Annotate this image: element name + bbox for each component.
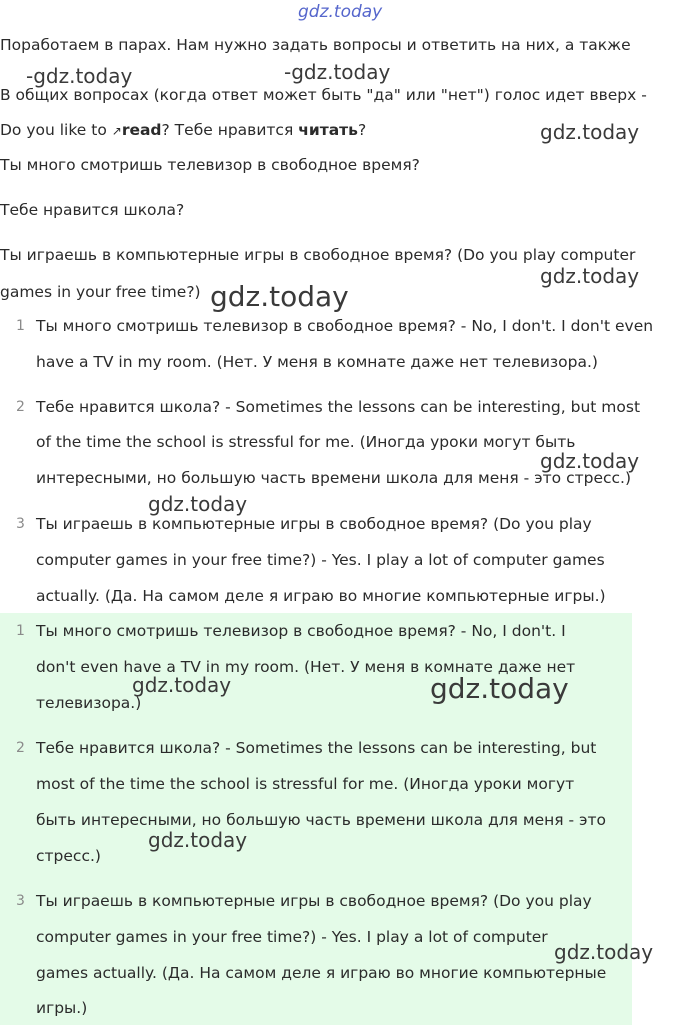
- watermark: gdz.today: [540, 264, 640, 288]
- watermark: gdz.today: [430, 672, 569, 705]
- list-item-line: games actually. (Да. На самом деле я играю во многие компьютерные: [36, 964, 607, 982]
- list-item-line: Ты играешь в компьютерные игры в свободное время? (Do you play: [36, 892, 592, 910]
- list-item-line: have a TV in my room. (Нет. У меня в комнате даже нет телевизора.): [36, 353, 598, 371]
- intro-line-1: Поработаем в парах. Нам нужно задать вопросы и ответить на них, а также: [0, 36, 631, 54]
- list-item-line: most of the time the school is stressful for me. (Иногда уроки могут: [36, 775, 575, 793]
- watermark: gdz.today: [132, 673, 232, 697]
- intro-line-2: В общих вопросах (когда ответ может быть "да" или "нет") голос идет вверх -: [0, 86, 647, 104]
- list-item-line: телевизора.): [36, 694, 142, 712]
- example-mid: ? Тебе нравится: [161, 121, 299, 139]
- list-item-line: Ты много смотришь телевизор в свободное время? - No, I don't. I don't even: [36, 317, 654, 335]
- list-item-number: 2: [16, 399, 25, 415]
- list-item-number: 1: [16, 318, 25, 334]
- watermark: gdz.today: [148, 828, 248, 852]
- list-item-number: 3: [16, 893, 25, 909]
- list-item-line: don't even have a TV in my room. (Нет. У меня в комнате даже нет: [36, 658, 576, 676]
- watermark: gdz.today: [540, 120, 640, 144]
- list-item-line: computer games in your free time?) - Yes. I play a lot of computer: [36, 928, 548, 946]
- list-item-line: стресс.): [36, 847, 101, 865]
- list-item-line: actually. (Да. На самом деле я играю во многие компьютерные игры.): [36, 587, 606, 605]
- question-line: Ты много смотришь телевизор в свободное время?: [0, 156, 420, 174]
- watermark: gdz.today: [210, 280, 349, 313]
- watermark: gdz.today: [554, 940, 654, 964]
- example-post: ?: [357, 121, 367, 139]
- watermark: gdz.today: [540, 449, 640, 473]
- watermark: -gdz.today: [26, 64, 133, 88]
- list-item-line: Ты много смотришь телевизор в свободное время? - No, I don't. I: [36, 622, 566, 640]
- list-item-line: Тебе нравится школа? - Sometimes the lessons can be interesting, but: [36, 739, 597, 757]
- intro-example: [0, 121, 366, 139]
- list-item-line: игры.): [36, 999, 88, 1017]
- question-line: Ты играешь в компьютерные игры в свободное время? (Do you play computer: [0, 246, 636, 264]
- example-pre: Do you like to: [0, 121, 112, 139]
- list-item-line: Тебе нравится школа? - Sometimes the lessons can be interesting, but most: [36, 398, 641, 416]
- watermark: gdz.today: [148, 492, 248, 516]
- question-line: Тебе нравится школа?: [0, 201, 185, 219]
- list-item-number: 2: [16, 740, 25, 756]
- list-item-number: 1: [16, 623, 25, 639]
- question-line: games in your free time?): [0, 283, 201, 301]
- list-item-number: 3: [16, 516, 25, 532]
- list-item-line: Ты играешь в компьютерные игры в свободное время? (Do you play: [36, 515, 592, 533]
- example-word-ru: читать: [298, 121, 358, 139]
- arrow-up-icon: ↗: [111, 124, 122, 138]
- list-item-line: интересными, но большую часть времени школа для меня - это стресс.): [36, 469, 632, 487]
- list-item-line: of the time the school is stressful for me. (Иногда уроки могут быть: [36, 433, 576, 451]
- list-item-line: computer games in your free time?) - Yes. I play a lot of computer games: [36, 551, 605, 569]
- watermark: gdz.today: [298, 2, 383, 22]
- list-item-line: быть интересными, но большую часть времени школа для меня - это: [36, 811, 607, 829]
- example-word: read: [121, 121, 162, 139]
- watermark: -gdz.today: [284, 60, 391, 84]
